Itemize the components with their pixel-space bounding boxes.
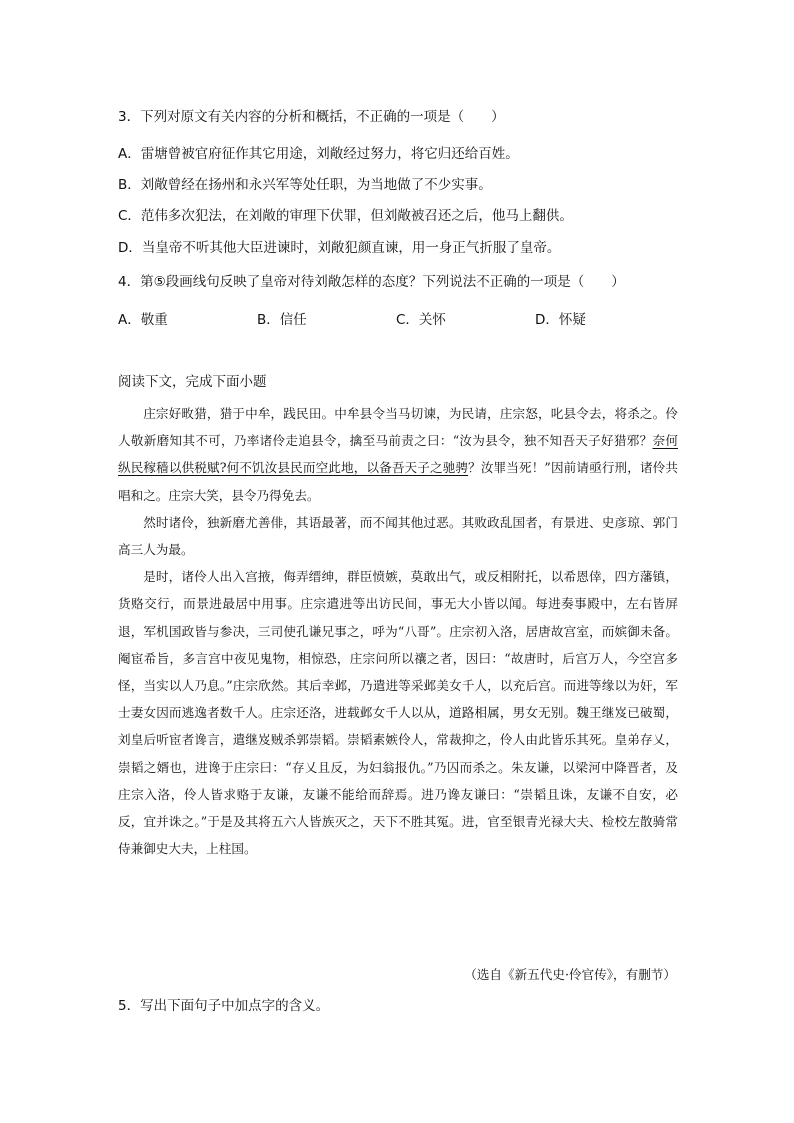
question-4-option-d: D．怀疑 [535, 312, 586, 328]
passage-paragraph-1 [118, 400, 678, 509]
question-4-stem: 4．第⑤段画线句反映了皇帝对待刘敞怎样的态度？下列说法不正确的一项是（ ） [118, 274, 625, 290]
reading-instruction: 阅读下文，完成下面小题 [118, 374, 267, 390]
question-3-option-c: C．范伟多次犯法，在刘敞的审理下伏罪，但刘敞被召还之后，他马上翻供。 [118, 208, 573, 224]
passage-paragraph-1-part-a: 庄宗好畋猎，猎于中牟，践民田。中牟县令当马切谏，为民请，庄宗怒，叱县令去，将杀之。伶人敬新磨知其不可，乃率诸伶走追县令，擒至马前责之曰：“汝为县令，独不知吾天子好猎邪？ [118, 406, 678, 449]
underlined-sentence: 奈何纵民稼穑以供税赋?何不饥汝县民而空此地，以备吾天子之驰骋 [118, 433, 678, 476]
question-3-option-b: B．刘敞曾经在扬州和永兴军等处任职，为当地做了不少实事。 [118, 177, 492, 193]
question-4-option-a: A．敬重 [118, 312, 168, 328]
question-3-option-d: D．当皇帝不听其他大臣进谏时，刘敞犯颜直谏，用一身正气折服了皇帝。 [118, 240, 561, 256]
question-3-option-a: A．雷塘曾被官府征作其它用途，刘敞经过努力，将它归还给百姓。 [118, 146, 519, 162]
question-4-option-c: C．关怀 [396, 312, 446, 328]
passage-paragraph-1-part-b: ？汝罪当死！”因前请亟行刑，诸伶共唱和之。庄宗大笑，县令乃得免去。 [118, 460, 678, 503]
passage-paragraph-2: 然时诸伶，独新磨尤善俳，其语最著，而不闻其他过恶。其败政乱国者，有景进、史彦琼、郭门高三人为最。 [118, 514, 678, 558]
passage-paragraph-3: 是时，诸伶人出入宫掖，侮弄缙绅，群臣愤嫉，莫敢出气，或反相附托，以希恩倖，四方藩镇，货赂交行，而景进最居中用事。庄宗遣进等出访民间，事无大小皆以闻。每进奏事殿中，左右皆屏退，军机国政皆与参决，三司使孔谦兄事之，呼为“八哥”。庄宗初入洛，居唐故宫室，而嫔御未备。阉宦希旨，多言宫中夜见鬼物，相惊恐，庄宗问所以禳之者，因曰：“故唐时，后宫万人，今空宫多怪，当实以人乃息。”庄宗欣然。其后幸邺，乃遣进等采邺美女千人，以充后宫。而进等缘以为奸，军士妻女因而逃逸者数千人。庄宗还洛，进载邺女千人以从，道路相属，男女无别。魏王继岌已破蜀，刘皇后听宦者谗言，遣继岌贼杀郭崇韬。崇韬素嫉伶人，常裁抑之，伶人由此皆乐其死。皇弟存乂，崇韬之婿也，进谗于庄宗曰：“存乂且反，为妇翁报仇。”乃囚而杀之。朱友谦，以梁河中降晋者，及庄宗入洛，伶人皆求赂于友谦，友谦不能给而辞焉。进乃谗友谦曰：“崇韬且诛，友谦不自安，必反，宜并诛之。”于是及其将五六人皆族灭之，天下不胜其冤。进，官至银青光禄大夫、检校左散骑常侍兼御史大夫，上柱国。 [118, 569, 678, 857]
question-5-stem: 5．写出下面句子中加点字的含义。 [118, 998, 330, 1014]
classical-passage [118, 400, 678, 862]
question-4-option-b: B．信任 [257, 312, 307, 328]
passage-source: （选自《新五代史·伶官传》，有删节） [464, 967, 676, 982]
question-3-stem: 3．下列对原文有关内容的分析和概括，不正确的一项是（ ） [118, 109, 505, 125]
